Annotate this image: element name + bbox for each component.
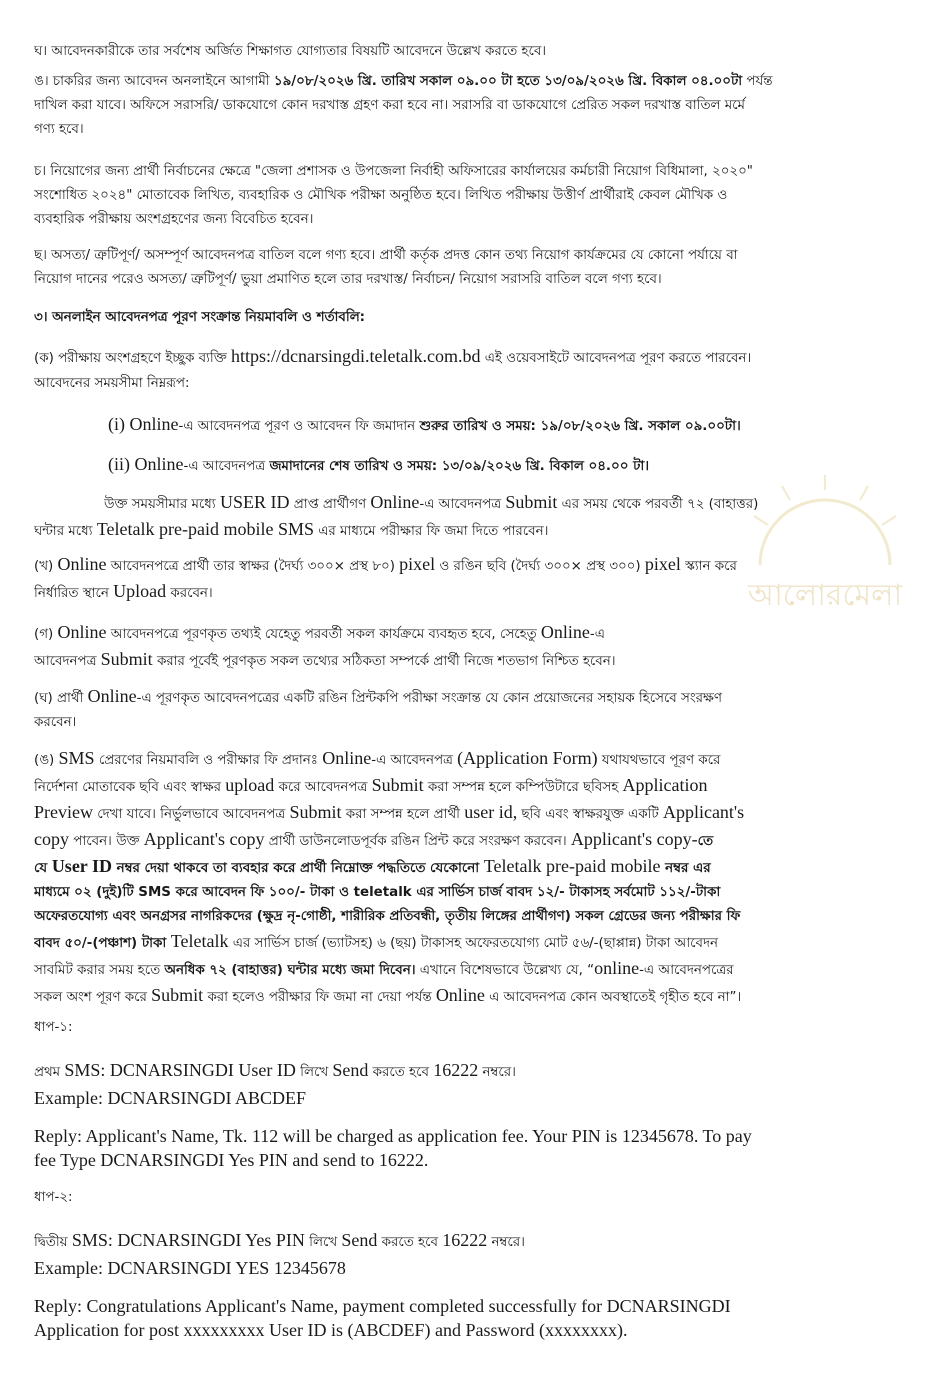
kha-t8: নির্ধারিত স্থানে (34, 586, 114, 601)
step1-t2: SMS: DCNARSINGDI User ID (64, 1060, 296, 1080)
gha2-t2: Online (87, 686, 137, 706)
uma2-t18: user id, (464, 802, 518, 822)
kha-t4: pixel (399, 554, 436, 574)
step2-t7: নম্বরে। (487, 1235, 525, 1250)
uma2-t31: নম্বর এর (660, 861, 711, 876)
uma2-t1: (ঙ) (34, 753, 59, 768)
ga-t1: (গ) (34, 627, 58, 642)
uma2-t17: করা সম্পন্ন হলে প্রার্থী (341, 807, 465, 822)
uma2-t15: দেখা যাবে। নির্ভুলভাবে আবেদনপত্র (92, 807, 290, 822)
step2-label: ধাপ-২: (34, 1190, 73, 1205)
uma2-t35: teletalk (353, 885, 412, 900)
end-date-time: জমাদানের শেষ তারিখ ও সময়: ১৩/০৯/২০২৬ খ্রি. বিকাল ০৪.০০ টা। (269, 459, 650, 474)
uma2-t48: করা হলেও পরীক্ষার ফি জমা না দেয়া পর্যন্ত (203, 990, 436, 1005)
para-cha-line2: সংশোধিত ২০২৪" মোতাবেক লিখিত, ব্যবহারিক ও মৌখিক পরীক্ষা অনুষ্ঠিত হবে। লিখিত পরীক্ষায় উত্তীর্ণ প্রার্থীরাই কেবল মৌখিক ও (34, 188, 728, 203)
uma2-t2: SMS (58, 748, 95, 768)
step1-reply-line1: Reply: Applicant's Name, Tk. 112 will be charged as application fee. Your PIN is 12345678. To pay (34, 1126, 752, 1146)
ga-t8: করার পূর্বেই পূরণকৃত সকল তথ্যের সঠিকতা সম্পর্কে প্রার্থী নিজে শতভাগ নিশ্চিত হবেন। (152, 654, 616, 669)
gha2-t3: -এ পূরণকৃত আবেদনপত্রের একটি রঙিন প্রিন্টকপি পরীক্ষা সংক্রান্ত যে কোন প্রয়োজনের সহায়ক হিসেবে সংরক্ষণ (136, 691, 722, 706)
uma2-t47: Submit (151, 985, 204, 1005)
uma2-t49: Online (435, 985, 485, 1005)
kha-t3: আবেদনপত্রে প্রার্থী তার স্বাক্ষর (দৈর্ঘ্য ৩০০× প্রস্থ ৮০) (106, 559, 400, 574)
step2-t6: 16222 (442, 1230, 488, 1250)
uma2-t23: Applicant's copy (143, 829, 265, 849)
fee-window-t4: Online (370, 492, 420, 512)
kha-t2: Online (57, 554, 107, 574)
step1-t6: 16222 (433, 1060, 479, 1080)
step1-t4: Send (332, 1060, 369, 1080)
para-gha-text: ঘ। আবেদনকারীকে তার সর্বশেষ অর্জিত শিক্ষাগত যোগ্যতার বিষয়টি আবেদনে উল্লেখ করতে হবে। (34, 44, 547, 59)
item-ii (108, 452, 649, 479)
step2-t3: লিখে (304, 1235, 342, 1250)
para-chha-line2: নিয়োগ দানের পরেও অসত্য/ ত্রুটিপূর্ণ/ ভুয়া প্রমাণিত হলে তার দরখাস্ত/ নির্বাচন/ নিয়োগ সরাসরি বাতিল বলে গণ্য হবে। (34, 272, 662, 287)
ga-t3: আবেদনপত্রে পূরণকৃত তথ্যই যেহেতু পরবর্তী সকল কার্যক্রমে ব্যবহৃত হবে, সেহেতু (106, 627, 541, 642)
step2-reply (34, 1294, 922, 1342)
step1-t7: নম্বরে। (478, 1065, 516, 1080)
gha2-t4: করবেন। (34, 715, 77, 730)
uma2-t38: বাবদ ৫০/-(পঞ্চাশ) টাকা (34, 936, 167, 951)
para-uma-pre: ঙ। চাকরির জন্য আবেদন অনলাইনে আগামী (34, 74, 274, 89)
ga-t7: Submit (100, 649, 153, 669)
para-ka (34, 344, 922, 396)
para-cha-line1: চ। নিয়োগের জন্য প্রার্থী নির্বাচনের ক্ষেত্রে "জেলা প্রশাসক ও উপজেলা নির্বাহী অফিসারের কার্যালয়ের কর্মচারী নিয়োগ বিধিমালা, ২০২০" (34, 164, 753, 179)
gha2-t1: (ঘ) প্রার্থী (34, 691, 88, 706)
ga-t6: আবেদনপত্র (34, 654, 101, 669)
uma2-t11: Submit (371, 775, 424, 795)
uma2-t7: যথাযথভাবে পূরণ করে (597, 753, 721, 768)
para-gha (34, 40, 546, 64)
uma2-t4: Online (322, 748, 372, 768)
step2-t1: দ্বিতীয় (34, 1235, 72, 1250)
uma2-t5: -এ আবেদনপত্র (371, 753, 458, 768)
fee-window-t7: এর সময় থেকে পরবর্তী ৭২ (বাহাত্তর) (557, 497, 759, 512)
para-uma-post: পর্যন্ত (742, 74, 773, 89)
uma2-t40: এর সার্ভিস চার্জ (ভ্যাটসহ) ৬ (ছয়) টাকাসহ অফেরতযোগ্য মোট ৫৬/-(ছাপ্পান্ন) টাকা আবেদন (228, 936, 719, 951)
ga-t5: -এ (589, 627, 605, 642)
uma2-t29: নম্বর দেয়া থাকবে তা ব্যবহার করে প্রার্থী নিম্নোক্ত পদ্ধতিতে যেকোনো (111, 861, 484, 876)
step1-t5: করতে হবে (368, 1065, 434, 1080)
fee-window-t6: Submit (505, 492, 558, 512)
uma2-t30: Teletalk pre-paid mobile (483, 856, 661, 876)
uma2-t43: এখানে বিশেষভাবে উল্লেখ্য যে, “ (415, 963, 595, 978)
application-window-dates: ১৯/০৮/২০২৬ খ্রি. তারিখ সকাল ০৯.০০ টা হতে ১৩/০৯/২০২৬ খ্রি. বিকাল ০৪.০০টা (273, 74, 743, 89)
uma2-t8: নির্দেশনা মোতাবেক ছবি এবং স্বাক্ষর (34, 780, 226, 795)
uma2-t19: ছবি এবং স্বাক্ষরযুক্ত একটি (517, 807, 663, 822)
step1-reply-line2: fee Type DCNARSINGDI Yes PIN and send to 16222. (34, 1150, 429, 1170)
step2-t2: SMS: DCNARSINGDI Yes PIN (71, 1230, 305, 1250)
uma2-t16: Submit (289, 802, 342, 822)
item-ii-text: -এ আবেদনপত্র (183, 459, 270, 474)
para-ga (34, 620, 922, 674)
step1-example: Example: DCNARSINGDI ABCDEF (34, 1088, 307, 1108)
uma2-t26: তে (697, 834, 714, 849)
uma2-t9: upload (225, 775, 275, 795)
step1-reply (34, 1124, 922, 1172)
uma2-t44: online (594, 958, 640, 978)
uma2-t32: মাধ্যমে ০২ (দুই)টি (34, 885, 139, 900)
watermark-text: আলোরমেলা (747, 578, 903, 613)
uma2-t41: সাবমিট করার সময় হতে (34, 963, 165, 978)
kha-t6: pixel (644, 554, 681, 574)
item-i (108, 412, 741, 439)
uma2-t34: করে আবেদন ফি ১০০/- টাকা ও (170, 885, 354, 900)
fee-window-t8: ঘন্টার মধ্যে (34, 524, 97, 539)
start-date-time: শুরুর তারিখ ও সময়: ১৯/০৮/২০২৬ খ্রি. সকাল ০৯.০০টা। (419, 419, 741, 434)
fee-window-t2: USER ID (219, 492, 290, 512)
step1-t1: প্রথম (34, 1065, 65, 1080)
step2-example: Example: DCNARSINGDI YES 12345678 (34, 1258, 346, 1278)
kha-t5: ও রঙিন ছবি (দৈর্ঘ্য ৩০০× প্রস্থ ৩০০) (435, 559, 645, 574)
para-cha-line3: ব্যবহারিক পরীক্ষায় অংশগ্রহণের জন্য বিবেচিত হবেন। (34, 212, 314, 227)
fee-window-t5: -এ আবেদনপত্র (419, 497, 506, 512)
fee-window-para (34, 490, 922, 544)
step1-label: ধাপ-১: (34, 1020, 73, 1035)
step1-block (34, 1058, 922, 1110)
ga-t2: Online (57, 622, 107, 642)
kha-t7: স্ক্যান করে (680, 559, 737, 574)
uma2-t28: User ID (51, 856, 112, 876)
item-i-text: -এ আবেদনপত্র পূরণ ও আবেদন ফি জমাদান (178, 419, 420, 434)
uma2-t36: এর সার্ভিস চার্জ বাবদ ১২/- টাকাসহ সর্বমোট ১১২/-টাকা (411, 885, 721, 900)
para-kha (34, 552, 922, 606)
step2-block (34, 1228, 922, 1280)
uma2-t3: প্রেরণের নিয়মাবলি ও পরীক্ষার ফি প্রদানঃ (94, 753, 323, 768)
uma2-t10: করে আবেদনপত্র (274, 780, 372, 795)
para-chha-line1: ছ। অসত্য/ ত্রুটিপূর্ণ/ অসম্পূর্ণ আবেদনপত্র বাতিল বলে গণ্য হবে। প্রার্থী কর্তৃক প্রদত্ত কোন তথ্য নিয়োগ কার্যক্রমের যে কোনো পর্যায়ে বা (34, 248, 738, 263)
uma2-t45: -এ আবেদনপত্রের (639, 963, 734, 978)
para-ka-pre: (ক) পরীক্ষায় অংশগ্রহণে ইচ্ছুক ব্যক্তি (34, 351, 232, 366)
section3-heading: ৩। অনলাইন আবেদনপত্র পূরণ সংক্রান্ত নিয়মাবলি ও শর্তাবলি: (34, 310, 366, 325)
step2-t4: Send (341, 1230, 378, 1250)
para-chha (34, 244, 922, 292)
uma2-t37: অফেরতযোগ্য এবং অনগ্রসর নাগরিকদের (ক্ষুদ্র নৃ-গোষ্ঠী, শারীরিক প্রতিবন্ধী, তৃতীয় লিঙ্গের প্রার্থীগণ) সকল গ্রেডের জন্য পরীক্ষার ফি (34, 909, 741, 924)
step1-t3: লিখে (295, 1065, 333, 1080)
uma2-t20: Applicant's (662, 802, 745, 822)
uma2-t6: (Application Form) (457, 748, 598, 768)
para-uma (34, 70, 922, 142)
step2-reply-line2: Application for post xxxxxxxxx User ID is (ABCDEF) and Password (xxxxxxxx). (34, 1320, 628, 1340)
para-gha-2 (34, 684, 922, 735)
kha-t10: করবেন। (166, 586, 213, 601)
uma2-t13: Application (622, 775, 708, 795)
fee-window-t9: Teletalk pre-paid mobile SMS (96, 519, 314, 539)
uma2-t12: করা সম্পন্ন হলে কম্পিউটারে ছবিসহ (423, 780, 623, 795)
uma2-t21: copy (34, 829, 69, 849)
uma2-t22: পাবেন। উক্ত (69, 834, 144, 849)
item-ii-label: (ii) Online (108, 454, 184, 474)
fee-window-t1: উক্ত সময়সীমার মধ্যে (104, 497, 220, 512)
kha-t1: (খ) (34, 559, 58, 574)
application-url-link[interactable]: https://dcnarsingdi.teletalk.com.bd (231, 346, 481, 366)
fee-window-t10: এর মাধ্যমে পরীক্ষার ফি জমা দিতে পারবেন। (313, 524, 549, 539)
ga-t4: Online (540, 622, 590, 642)
para-uma-line3: গণ্য হবে। (34, 122, 84, 137)
uma2-t46: সকল অংশ পূরণ করে (34, 990, 152, 1005)
uma2-t50: এ আবেদনপত্র কোন অবস্থাতেই গৃহীত হবে না”। (484, 990, 742, 1005)
item-i-label: (i) Online (108, 414, 179, 434)
fee-window-t3: প্রাপ্ত প্রার্থীগণ (289, 497, 371, 512)
uma2-t14: Preview (34, 802, 93, 822)
para-uma-line2: দাখিল করা যাবে। অফিসে সরাসরি/ ডাকযোগে কোন দরখাস্ত গ্রহণ করা হবে না। সরাসরি বা ডাকযোগে প্রেরিত সকল দরখাস্ত বাতিল মর্মে (34, 98, 745, 113)
step2-reply-line1: Reply: Congratulations Applicant's Name, payment completed successfully for DCNARSINGDI (34, 1296, 731, 1316)
uma2-t33: SMS (138, 885, 171, 900)
uma2-t39: Teletalk (166, 931, 229, 951)
para-cha (34, 160, 922, 232)
para-uma-2 (34, 746, 922, 1010)
para-ka-line2: আবেদনের সময়সীমা নিম্নরূপ: (34, 376, 190, 391)
uma2-t25: Applicant's copy- (570, 829, 698, 849)
uma2-t42: অনধিক ৭২ (বাহাত্তর) ঘন্টার মধ্যে জমা দিবেন। (164, 963, 416, 978)
uma2-t24: প্রার্থী ডাউনলোডপূর্বক রঙিন প্রিন্ট করে সংরক্ষণ করবেন। (264, 834, 571, 849)
kha-t9: Upload (113, 581, 167, 601)
para-ka-post: এই ওয়েবসাইটে আবেদনপত্র পূরণ করতে পারবেন। (480, 351, 752, 366)
step2-t5: করতে হবে (377, 1235, 443, 1250)
uma2-t27: যে (34, 861, 52, 876)
